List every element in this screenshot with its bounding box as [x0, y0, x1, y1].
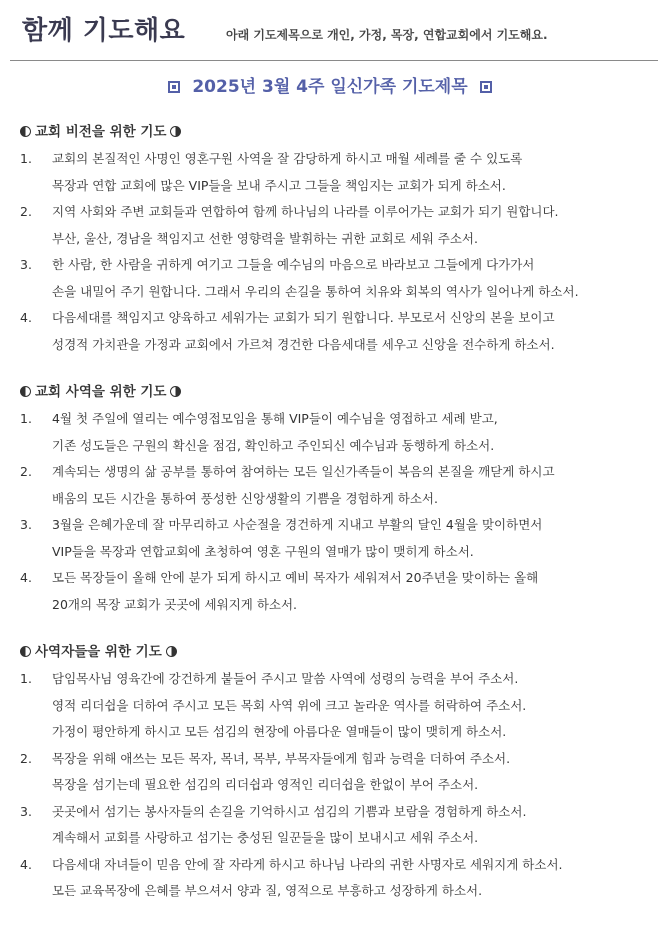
prayer-item [0, 852, 660, 905]
item-text-line: 손을 내밀어 주기 원합니다. 그래서 우리의 손길을 통하여 치유와 회복의 역사가 일어나게 하소서. [52, 283, 579, 299]
section-heading [0, 638, 660, 666]
prayer-item [0, 459, 660, 512]
item-number: 2. [20, 750, 32, 766]
item-text-line: 영적 리더쉽을 더하여 주시고 모든 목회 사역 위에 크고 놀라운 역사를 허락하여 주소서. [52, 697, 527, 713]
item-number: 4. [20, 856, 32, 872]
item-text-line: 20개의 목장 교회가 곳곳에 세워지게 하소서. [52, 596, 298, 612]
section-heading-text: 교회 비전을 위한 기도 [35, 124, 167, 140]
item-text-line: 3월을 은혜가운데 잘 마무리하고 사순절을 경건하게 지내고 부활의 달인 4월을 맞이하면서 [52, 517, 543, 532]
item-text-line: 목장과 연합 교회에 많은 VIP들을 보내 주시고 그들을 책임지는 교회가 되게 하소서. [52, 177, 506, 193]
section-heading-text: 사역자들을 위한 기도 [35, 644, 162, 660]
section-heading [0, 118, 660, 146]
item-text-line: 지역 사회와 주변 교회들과 연합하여 함께 하나님의 나라를 이루어가는 교회가 되기 원합니다. [52, 204, 559, 219]
item-number: 1. [20, 671, 32, 686]
banner-title: 2025년 3월 4주 일신가족 기도제목 [192, 77, 468, 97]
item-text-line: 모든 목장들이 올해 안에 분가 되게 하시고 예비 목자가 세워져서 20주년을 맞이하는 올해 [52, 570, 539, 585]
item-text-line: 계속되는 생명의 삶 공부를 통하여 참여하는 모든 일신가족들이 복음의 본질을 깨닫게 하시고 [52, 464, 555, 479]
item-number: 3. [20, 517, 32, 532]
prayer-item [0, 305, 660, 358]
item-text-line: VIP들을 목장과 연합교회에 초청하여 영혼 구원의 열매가 많이 맺히게 하소서. [52, 543, 474, 559]
half-circle-icon [20, 646, 31, 657]
item-number: 4. [20, 310, 32, 325]
item-number: 2. [20, 464, 32, 479]
item-text-line: 한 사람, 한 사람을 귀하게 여기고 그들을 예수님의 마음으로 바라보고 그들에게 다가가서 [52, 257, 535, 272]
section-heading-text: 교회 사역을 위한 기도 [35, 384, 167, 400]
item-text-line: 모든 교육목장에 은혜를 부으셔서 양과 질, 영적으로 부흥하고 성장하게 하소서. [52, 883, 483, 898]
prayer-list [0, 118, 660, 925]
half-circle-icon [20, 386, 31, 397]
item-text-line: 담임목사님 영육간에 강건하게 붙들어 주시고 말씀 사역에 성령의 능력을 부어 주소서. [52, 671, 519, 686]
half-circle-icon [170, 386, 181, 397]
half-circle-icon [20, 126, 31, 137]
square-bullet-icon [168, 81, 180, 93]
prayer-item [0, 199, 660, 252]
item-text-line: 목장을 섬기는데 필요한 섬김의 리더쉽과 영적인 리더쉽을 한없이 부어 주소서. [52, 777, 479, 792]
item-text-line: 기존 성도들은 구원의 확신을 점검, 확인하고 주인되신 예수님과 동행하게 하소서. [52, 437, 495, 453]
item-number: 1. [20, 411, 32, 426]
item-text-line: 가정이 평안하게 하시고 모든 섬김의 현장에 아름다운 열매들이 많이 맺히게 하소서. [52, 724, 507, 739]
item-number: 1. [20, 151, 32, 166]
item-text-line: 목장을 위해 애쓰는 모든 목자, 목녀, 목부, 부목자들에게 힘과 능력을 더하여 주소서. [52, 750, 511, 766]
prayer-item [0, 252, 660, 305]
prayer-section [0, 118, 660, 358]
item-text-line: 교회의 본질적인 사명인 영혼구원 사역을 잘 감당하게 하시고 매월 세례를 줄 수 있도록 [52, 151, 523, 166]
page-header [0, 0, 660, 62]
prayer-item [0, 146, 660, 199]
prayer-section [0, 378, 660, 618]
item-number: 3. [20, 803, 32, 819]
item-text-line: 성경적 가치관을 가정과 교회에서 가르쳐 경건한 다음세대를 세우고 신앙을 전수하게 하소서. [52, 336, 555, 352]
prayer-item [0, 799, 660, 852]
prayer-item [0, 406, 660, 459]
item-text-line: 배움의 모든 시간을 통하여 풍성한 신앙생활의 기쁨을 경험하게 하소서. [52, 490, 438, 506]
prayer-item [0, 565, 660, 618]
item-text-line: 곳곳에서 섬기는 봉사자들의 손길을 기억하시고 섬김의 기쁨과 보람을 경험하게 하소서. [52, 803, 527, 819]
page-subtitle: 아래 기도제목으로 개인, 가정, 목장, 연합교회에서 기도해요. [226, 28, 548, 42]
prayer-item [0, 746, 660, 799]
header-divider [10, 60, 658, 61]
prayer-item [0, 512, 660, 565]
section-heading [0, 378, 660, 406]
half-circle-icon [170, 126, 181, 137]
prayer-item [0, 666, 660, 746]
half-circle-icon [166, 646, 177, 657]
item-number: 4. [20, 570, 32, 585]
prayer-banner [0, 72, 660, 97]
item-text-line: 4월 첫 주일에 열리는 예수영접모임을 통해 VIP들이 예수님을 영접하고 세례 받고, [52, 411, 498, 426]
page-title: 함께 기도해요 [22, 16, 186, 46]
prayer-section [0, 638, 660, 905]
item-text-line: 부산, 울산, 경남을 책임지고 선한 영향력을 발휘하는 귀한 교회로 세워 주소서. [52, 230, 478, 246]
item-text-line: 다음세대 자녀들이 믿음 안에 잘 자라게 하시고 하나님 나라의 귀한 사명자로 세워지게 하소서. [52, 856, 563, 872]
item-number: 3. [20, 257, 32, 272]
item-text-line: 계속해서 교회를 사랑하고 섬기는 충성된 일꾼들을 많이 보내시고 세워 주소서. [52, 830, 479, 845]
square-bullet-icon [480, 81, 492, 93]
item-number: 2. [20, 204, 32, 219]
item-text-line: 다음세대를 책임지고 양육하고 세워가는 교회가 되기 원합니다. 부모로서 신앙의 본을 보이고 [52, 310, 555, 325]
